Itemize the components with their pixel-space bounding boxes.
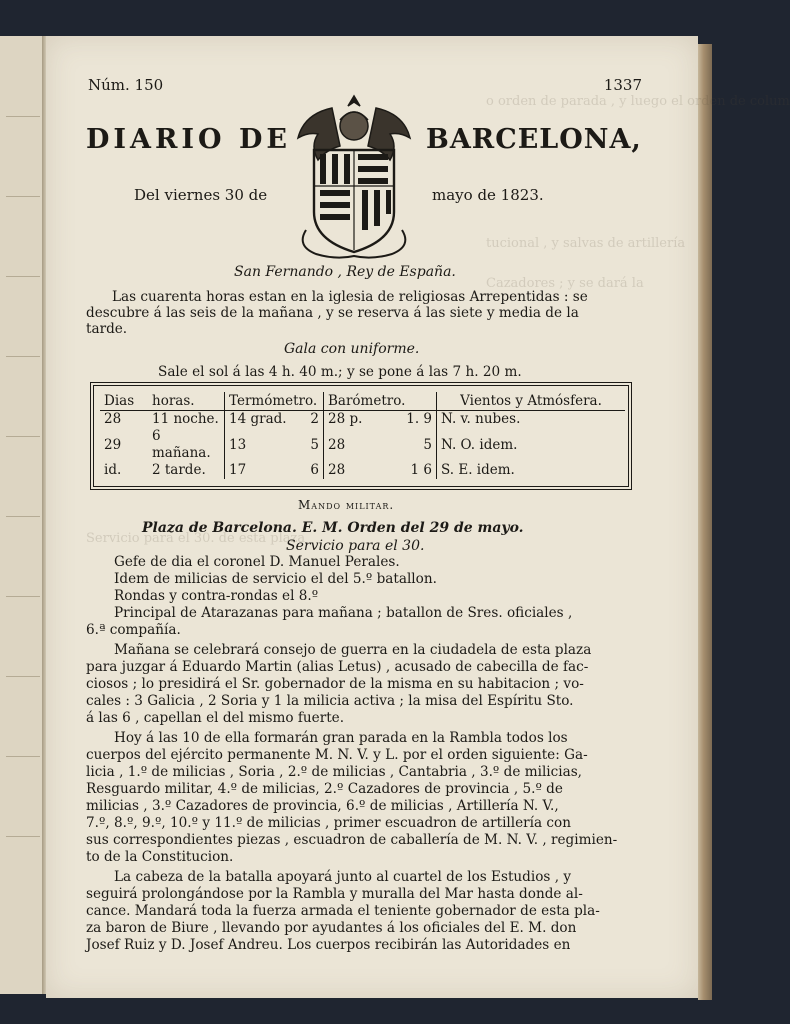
sunrise-sunset: Sale el sol á las 4 h. 40 m.; y se pone á las 7 h. 20 m. <box>158 364 522 380</box>
order-subheading: Plaza de Barcelona. E. M. Orden del 29 de mayo. <box>142 520 524 536</box>
text-line: Idem de milicias de servicio el del 5.º batallon. <box>114 571 437 587</box>
text-line: Mañana se celebrará consejo de guerra en la ciudadela de esta plaza <box>114 642 592 658</box>
service-heading: Servicio para el 30. <box>286 538 425 554</box>
table-row <box>100 462 625 479</box>
cell: 13 <box>225 428 304 462</box>
col-horas: horas. <box>148 392 225 411</box>
col-dias: Dias <box>100 392 148 411</box>
text-line: licia , 1.º de milicias , Soria , 2.º de milicias , Cantabria , 3.º de milicias, <box>86 764 582 780</box>
cell: 1 6 <box>410 462 432 478</box>
date-suffix: mayo de 1823. <box>432 186 544 204</box>
text-line: to de la Constitucion. <box>86 849 234 865</box>
cell: 29 <box>104 436 122 453</box>
cell: 11 noche. <box>152 411 219 427</box>
text-line: sus correspondientes piezas , escuadron de caballería de M. N. V. , regimien- <box>86 832 618 848</box>
text-line: La cabeza de la batalla apoyará junto al cuartel de los Estudios , y <box>114 869 572 885</box>
text-line: cuerpos del ejército permanente M. N. V. y L. por el orden siguiente: Ga- <box>86 747 588 763</box>
issue-number: Núm. 150 <box>88 76 164 94</box>
cell: 2 <box>310 411 319 427</box>
cell: N. v. nubes. <box>437 411 626 429</box>
gala-notice: Gala con uniforme. <box>284 341 420 357</box>
saint-dedication: San Fernando , Rey de España. <box>234 264 456 280</box>
text-line: Josef Ruiz y D. Josef Andreu. Los cuerpos recibirán las Autoridades en <box>86 937 571 953</box>
page-stack-edge <box>698 44 712 1000</box>
text-line: za baron de Biure , llevando por ayudantes á los oficiales del E. M. don <box>86 920 577 936</box>
text-line: 7.º, 8.º, 9.º, 10.º y 11.º de milicias , primer escuadron de artillería con <box>86 815 571 831</box>
weather-table <box>90 382 632 490</box>
cell: 2 tarde. <box>152 462 206 478</box>
cell: id. <box>104 462 122 478</box>
masthead-left: DIARIO DE <box>86 124 291 155</box>
text-line: á las 6 , capellan el del mismo fuerte. <box>86 710 345 726</box>
coat-of-arms-image <box>292 90 416 260</box>
text-line: para juzgar á Eduardo Martin (alias Letus) , acusado de cabecilla de fac- <box>86 659 589 675</box>
date-prefix: Del viernes 30 de <box>134 186 268 204</box>
cell: 28 p. <box>324 411 387 429</box>
col-termometro: Termómetro. <box>225 392 324 411</box>
masthead-right: BARCELONA, <box>426 124 642 155</box>
cell: S. E. idem. <box>437 462 626 479</box>
text-line: cance. Mandará toda la fuerza armada el teniente gobernador de esta pla- <box>86 903 600 919</box>
text-line: ciosos ; lo presidirá el Sr. gobernador de la misma en su habitacion ; vo- <box>86 676 584 692</box>
cell: 28 <box>324 428 387 462</box>
cell: 28 <box>104 411 122 427</box>
cell: 1. 9 <box>406 411 432 427</box>
cell: 6 mañana. <box>152 428 211 461</box>
hours-line-1: Las cuarenta horas estan en la iglesia de religiosas Arrepentidas : se <box>112 289 588 305</box>
text-line: seguirá prolongándose por la Rambla y muralla del Mar hasta donde al- <box>86 886 583 902</box>
cell: 14 grad. <box>225 411 304 429</box>
table-row <box>100 411 625 429</box>
table-row <box>100 428 625 462</box>
cell: 5 <box>423 436 432 453</box>
text-line: Hoy á las 10 de ella formarán gran parada en la Rambla todos los <box>114 730 568 746</box>
text-line: Resguardo militar, 4.º de milicias, 2.º Cazadores de provincia , 5.º de <box>86 781 563 797</box>
text-line: milicias , 3.º Cazadores de provincia, 6.º de milicias , Artillería N. V., <box>86 798 559 814</box>
text-line: Principal de Atarazanas para mañana ; batallon de Sres. oficiales , <box>114 605 573 621</box>
col-barometro: Barómetro. <box>324 392 437 411</box>
cell: 6 <box>310 462 319 478</box>
text-line: Gefe de dia el coronel D. Manuel Perales. <box>114 554 400 570</box>
text-line: 6.ª compañía. <box>86 622 181 638</box>
previous-page-edge <box>0 36 45 994</box>
hours-line-2: descubre á las seis de la mañana , y se reserva á las siete y media de la <box>86 305 579 321</box>
cell: 28 <box>324 462 387 479</box>
cell: 17 <box>225 462 304 479</box>
col-vientos: Vientos y Atmósfera. <box>437 392 626 411</box>
newspaper-page: o orden de parada , y luego el orden de colum tucional , y salvas de artillería Cazadores ; y se dará la Servicio para el 30. de esta plaza Núm. 150 1337 DIARIO DE BARCELONA, Del viernes 30 de mayo de 1823. San Fernando , Rey de España. Las cuarenta horas estan en la iglesia de religiosas Arrepentidas : se descubre á las seis de la mañana , y se reserva á las siete y media de la tarde. Gala con uniforme. Sale el sol á las 4 h. 40 m.; y se pone á las 7 h. 20 m. Dias horas. Termómetro. Barómetro. Vientos y Atmósfera. 28 11 noche. 14 grad. 2 28 p. 1. 9 N. v. nubes. 29 6 mañana. 13 5 28 5 N. O. idem. id. 2 tarde. 17 6 28 1 6 S. E. idem. Mando militar. Plaza de Barcelona. E. M. Orden del 29 de mayo. Servicio para el 30. Gefe de dia el coronel D. Manuel Perales. Idem de milicias de servicio el del 5.º batallon. Rondas y contra-rondas el 8.º Principal de Atarazanas para mañana ; batallon de Sres. oficiales , 6.ª compañía. Mañana se celebrará consejo de guerra en la ciudadela de esta plaza para juzgar á Eduardo Martin (alias Letus) , acusado de cabecilla de fac- ciosos ; lo presidirá el Sr. gobernador de la misma en su habitacion ; vo- cales : 3 Galicia , 2 Soria y 1 la milicia activa ; la misa del Espíritu Sto. á las 6 , capellan el del mismo fuerte. Hoy á las 10 de ella formarán gran parada en la Rambla todos los cuerpos del ejército permanente M. N. V. y L. por el orden siguiente: Ga- licia , 1.º de milicias , Soria , 2.º de milicias , Cantabria , 3.º de milicias, Resguardo militar, 4.º de milicias, 2.º Cazadores de provincia , 5.º de milicias , 3.º Cazadores de provincia, 6.º de milicias , Artillería N. V., 7.º, 8.º, 9.º, 10.º y 11.º de milicias , primer escuadron de artillería con sus correspondientes piezas , escuadron de caballería de M. N. V. , regimien- to de la Constitucion. La cabeza de la batalla apoyará junto al cuartel de los Estudios , y seguirá prolongándose por la Rambla y muralla del Mar hasta donde al- cance. Mandará toda la fuerza armada el teniente gobernador de esta pla- za baron de Biure , llevando por ayudantes á los oficiales del E. M. don Josef Ruiz y D. Josef Andreu. Los cuerpos recibirán las Autoridades en <box>46 36 698 998</box>
cell: N. O. idem. <box>437 428 626 462</box>
cell: 5 <box>310 436 319 453</box>
text-line: cales : 3 Galicia , 2 Soria y 1 la milicia activa ; la misa del Espíritu Sto. <box>86 693 574 709</box>
page-number: 1337 <box>603 76 642 94</box>
text-line: Rondas y contra-rondas el 8.º <box>114 588 319 604</box>
section-heading: Mando militar. <box>298 498 395 512</box>
hours-line-3: tarde. <box>86 321 128 337</box>
